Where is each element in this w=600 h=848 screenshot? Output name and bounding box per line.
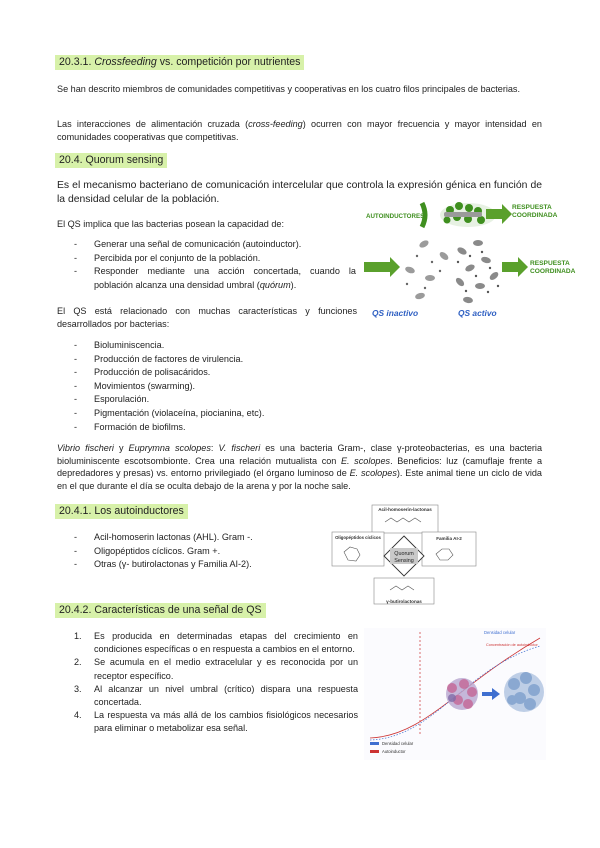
paragraph-qs-related: El QS está relacionado con muchas características y funciones desarrollados por bacterias: xyxy=(57,306,357,329)
vibrio-text-4: . Beneficios: luz (camuflaje frente a depredadores y presas) vs. entorno privilegiado (el órgano luminoso de xyxy=(57,455,543,479)
cap3-text-a: Responder mediante una acción concertada, cuando la población alcanza una densidad umbral ( xyxy=(94,266,356,290)
cell-density-figure xyxy=(364,628,546,760)
list-item: - Oligopéptidos cíclicos. Gram +. xyxy=(74,545,314,559)
vibrio-text-2: : xyxy=(210,443,219,453)
item-text: Al alcanzar un nivel umbral (crítico) dispara una respuesta concertada. xyxy=(94,683,358,708)
arrow-right-icon xyxy=(502,257,528,277)
cap3-text-b: ). xyxy=(290,279,297,290)
list-item: - Otras (γ- butirolactonas y Familia AI-2). xyxy=(74,558,314,572)
arrow-left-icon xyxy=(364,257,400,277)
vibrio-italic-1: Vibrio fischeri xyxy=(57,443,114,453)
section-heading-2042: 20.4.2. Características de una señal de QS xyxy=(55,603,266,618)
list-item: - Esporulación. xyxy=(74,393,356,407)
qs-functions-list xyxy=(74,339,356,434)
label-coordinada-2: COORDINADA xyxy=(530,268,576,275)
qs-diagram-svg xyxy=(362,196,576,324)
section-heading-204: 20.4. Quorum sensing xyxy=(55,153,167,168)
list-item: - Percibida por el conjunto de la población. xyxy=(74,252,356,266)
paragraph-qs-implies: El QS implica que las bacterias posean la capacidad de: xyxy=(57,219,284,229)
paragraph-qs-definition: Es el mecanismo bacteriano de comunicación intercelular que controla la expresión génica en función de la densidad celular de la población. xyxy=(57,180,542,205)
list-item: - Acil-homoserin lactonas (AHL). Gram -. xyxy=(74,531,314,545)
section-heading-2031 xyxy=(55,55,304,70)
bacteria-cluster-large xyxy=(504,672,544,712)
item-text: Es producida en determinadas etapas del crecimiento en condiciones específicas o en respuesta a cambios en el entorno. xyxy=(94,631,358,655)
label-autoinductores: AUTOINDUCTORES xyxy=(366,213,425,220)
qs-capabilities-list xyxy=(74,238,356,292)
label-autoinducer-top: Concentración de autoinductor xyxy=(486,643,538,647)
list-item xyxy=(74,709,358,735)
item-number: 1. xyxy=(74,631,82,641)
vibrio-text-3: es una bacteria Gram-, clase γ-proteobacterias, es una bacteria bioluminiscente escotsombionte. Crea una relación mutualista con xyxy=(57,443,543,466)
legend-autoinducer-swatch xyxy=(370,750,379,753)
paragraph-communities: Se han descrito miembros de comunidades competitivas y cooperativas en los cuatro filos principales de bacterias. xyxy=(57,84,521,94)
vibrio-text-1: y xyxy=(113,443,129,453)
label-ai2: Familia AI-2 xyxy=(436,536,462,541)
paragraph-vibrio xyxy=(57,442,542,493)
label-butirolactonas: γ-butirolactonas xyxy=(386,599,422,604)
item-text: La respuesta va más allá de los cambios fisiológicos necesarios para eliminar o metabolizar esa señal. xyxy=(94,710,358,734)
label-respuesta-1: RESPUESTA xyxy=(512,204,552,211)
autoinductores-list xyxy=(74,531,314,572)
cap3-italic: quórum xyxy=(259,279,291,290)
active-bacteria-group xyxy=(454,240,499,304)
section-heading-2041: 20.4.1. Los autoinductores xyxy=(55,504,188,519)
legend-autoinducer: Autoinductor xyxy=(382,749,406,754)
bacteria-cluster-small xyxy=(446,678,478,710)
paragraph-crossfeeding xyxy=(57,118,542,143)
label-qs-activo: QS activo xyxy=(458,308,497,318)
label-qs-inactivo: QS inactivo xyxy=(372,308,419,318)
list-item: - Producción de polisacáridos. xyxy=(74,366,356,380)
legend-density-swatch xyxy=(370,742,379,745)
vibrio-italic-2: Euprymna scolopes xyxy=(128,443,211,453)
item-number: 3. xyxy=(74,683,82,694)
list-item: - Pigmentación (violaceína, piocianina, etc). xyxy=(74,407,356,421)
quorum-sensing-figure xyxy=(362,196,576,324)
list-item: - Producción de factores de virulencia. xyxy=(74,353,356,367)
list-item xyxy=(74,265,356,292)
legend-density: Densidad celular xyxy=(382,741,414,746)
list-item xyxy=(74,656,358,682)
vibrio-text-5: ). Este animal tiene un ciclo de vida en el que durante el día se oculta debajo de la arena y por la noche sale. xyxy=(57,468,542,492)
list-item xyxy=(74,630,358,656)
list-item: - Formación de biofilms. xyxy=(74,421,356,435)
label-density-top: Densidad celular xyxy=(484,630,516,635)
qs-signal-characteristics-list xyxy=(74,630,358,736)
vibrio-italic-4: E. scolopes xyxy=(340,455,391,466)
vibrio-italic-3: V. fischeri xyxy=(218,443,261,453)
label-respuesta-2: RESPUESTA xyxy=(530,260,570,267)
list-item xyxy=(74,683,358,709)
autoinducer-families-figure xyxy=(330,502,478,606)
crossfeeding-italic: cross-feeding xyxy=(248,119,303,129)
heading-italic: Crossfeeding xyxy=(94,56,157,68)
label-coordinada-1: COORDINADA xyxy=(512,212,558,219)
crossfeeding-text-b: ) ocurren con mayor frecuencia y mayor intensidad en comunidades cooperativas que competitivas. xyxy=(57,119,542,142)
heading-number: 20.3.1. xyxy=(59,56,92,68)
item-number: 4. xyxy=(74,710,82,721)
density-svg xyxy=(364,628,546,760)
item-text: Se acumula en el medio extracelular y es reconocida por un receptor específico. xyxy=(94,657,358,681)
inactive-bacteria-group xyxy=(404,239,449,300)
label-oligopeptidos: Oligopéptidos cíclicos xyxy=(335,535,381,540)
list-item: - Generar una señal de comunicación (autoinductor). xyxy=(74,238,356,252)
list-item: - Movimientos (swarming). xyxy=(74,380,356,394)
vibrio-italic-5: E. scolopes xyxy=(349,468,397,479)
crossfeeding-text-a: Las interacciones de alimentación cruzada ( xyxy=(57,119,249,129)
autoinducer-svg xyxy=(330,502,478,606)
label-ahl: Acil-homoserin-lactonas xyxy=(378,507,432,512)
heading-rest: vs. competición por nutrientes xyxy=(159,56,301,68)
label-quorum: Quorum xyxy=(394,551,414,557)
item-number: 2. xyxy=(74,657,82,668)
list-item: - Bioluminiscencia. xyxy=(74,339,356,353)
label-sensing: Sensing xyxy=(394,558,414,564)
